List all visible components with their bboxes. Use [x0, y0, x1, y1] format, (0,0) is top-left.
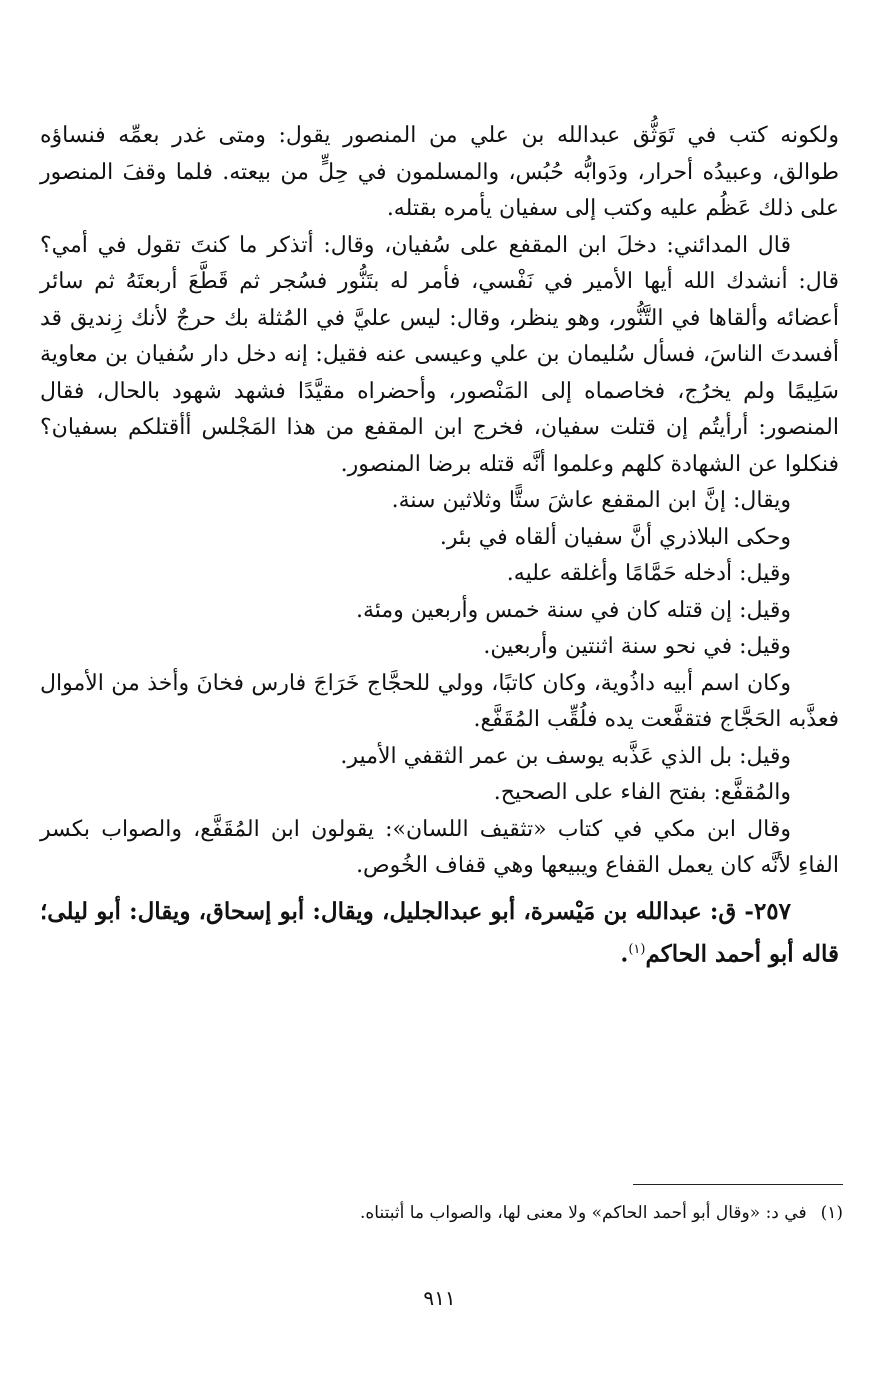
entry-heading-text: ٢٥٧- ق: عبدالله بن مَيْسرة، أبو عبدالجليل، ويقال: أبو إسحاق، ويقال: أبو ليلى؛ قاله أبو أحمد الحاكم [40, 897, 839, 968]
footnote-reference[interactable]: (١) [628, 941, 646, 957]
footnote-text: في د: «وقال أبو أحمد الحاكم» ولا معنى لها، والصواب ما أثبتناه. [360, 1203, 807, 1223]
paragraph-11: وقال ابن مكي في كتاب «تثقيف اللسان»: يقولون ابن المُقَفَّع، والصواب بكسر الفاءِ لأنَّه كان يعمل القفاع ويبيعها وهي قفاف الخُوص. [40, 816, 839, 878]
paragraph-5: وقيل: أدخله حَمَّامًا وأغلقه عليه. [506, 561, 791, 586]
page-number: ٩١١ [423, 1286, 456, 1310]
paragraph-10: والمُقفَّع: بفتح الفاء على الصحيح. [493, 780, 791, 805]
footnote-divider [633, 1184, 843, 1185]
paragraph-8: وكان اسم أبيه داذُوية، وكان كاتبًا، وولي للحجَّاج خَرَاجَ فارس فخانَ وأخذ من الأموال فعذَّبه الحَجَّاج فتقفَّعت يده فلُقِّب المُقَفَّع. [40, 670, 839, 732]
footnote-marker: (١) [820, 1203, 843, 1223]
entry-heading-end: . [620, 940, 629, 968]
footnote [40, 1200, 843, 1226]
paragraph-7: وقيل: في نحو سنة اثنتين وأربعين. [483, 634, 791, 659]
paragraph-1: ولكونه كتب في تَوَثُّق عبدالله بن علي من المنصور يقول: ومتى غدر بعمِّه فنساؤه طوالق، وعبيدُه أحرار، ودَوابُّه حُبُس، والمسلمون في حِلٍّ من بيعته. فلما وقفَ المنصور على ذلك عَظُم عليه وكتب إلى سفيان يأمره بقتله. [40, 123, 839, 221]
paragraph-4: وحكى البلاذري أنَّ سفيان ألقاه في بئر. [439, 524, 791, 550]
entry-heading [40, 893, 839, 974]
main-text [40, 118, 839, 973]
paragraph-3: ويقال: إنَّ ابن المقفع عاشَ ستًّا وثلاثين سنة. [391, 488, 791, 513]
paragraph-9: وقيل: بل الذي عَذَّبه يوسف بن عمر الثقفي الأمير. [340, 743, 791, 769]
paragraph-2: قال المدائني: دخلَ ابن المقفع على سُفيان، وقال: أتذكر ما كنتَ تقول في أمي؟ قال: أنشدك الله أيها الأمير في نَفْسي، فأمر له بتَنُّور فسُجر ثم قَطَّعَ أربعتَهُ ثم سائر أعضائه وألقاها في التَّنُّور، وهو ينظر، وقال: ليس عليَّ في المُثلة بك حرجٌ لأنك زِنديق قد أفسدتَ الناسَ، فسأل سُليمان بن علي وعيسى عنه فقيل: إنه دخل دار سُفيان بن معاوية سَلِيمًا ولم يخرُج، فخاصماه إلى المَنْصور، وأحضراه مقيَّدًا فشهد شهود بالحال، فقال المنصور: أرأيتُم إن قتلت سفيان، فخرج ابن المقفع من هذا المَجْلس أأقتلكم بسفيان؟ فنكلوا عن الشهادة كلهم وعلموا أنَّه قتله برضا المنصور. [40, 232, 839, 477]
paragraph-6: وقيل: إن قتله كان في سنة خمس وأربعين ومئة. [355, 597, 791, 623]
